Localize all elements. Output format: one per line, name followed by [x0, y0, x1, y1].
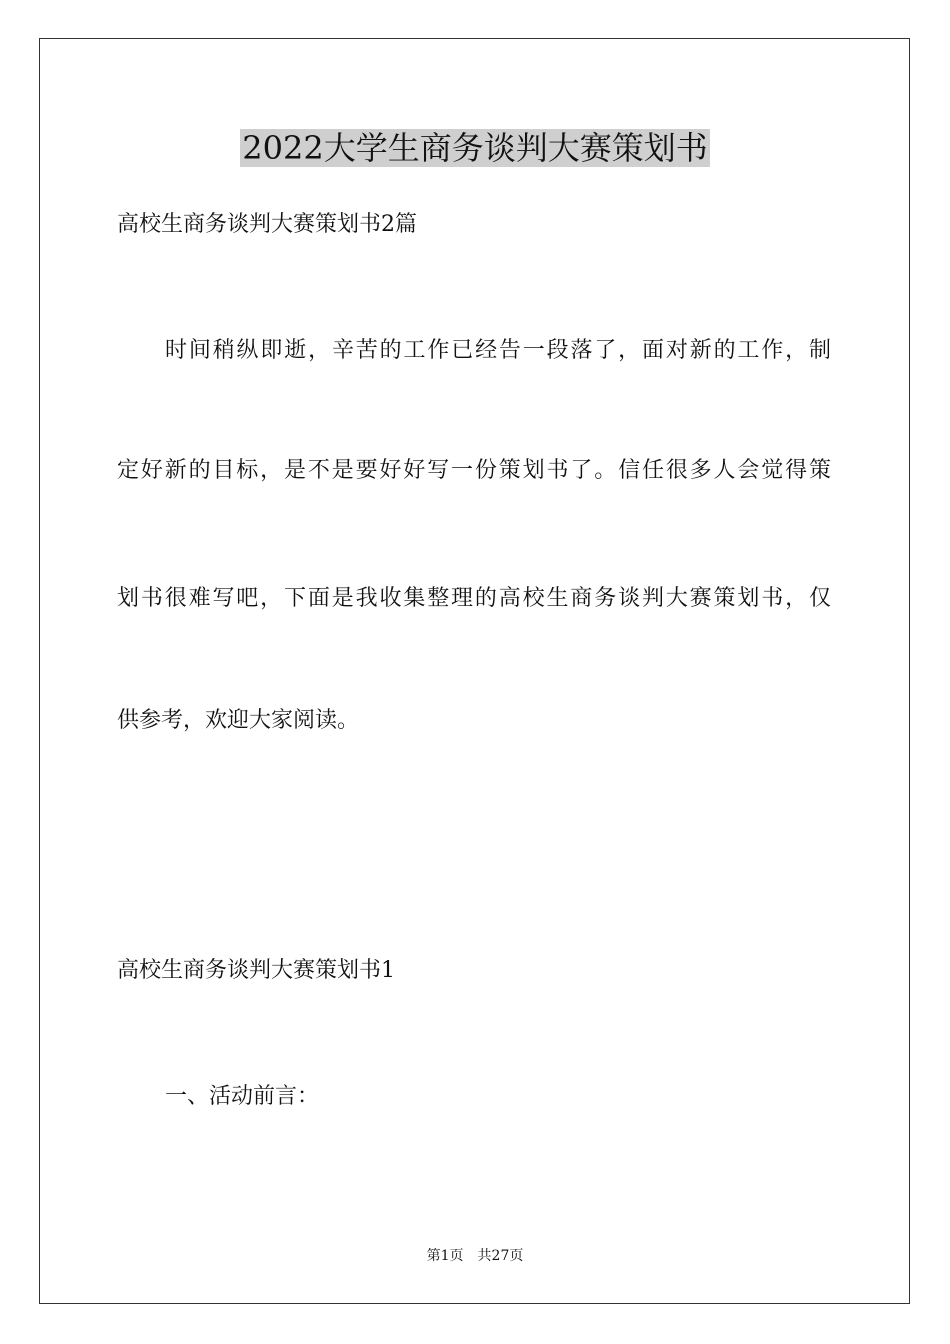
document-title: [0, 126, 950, 170]
intro-paragraph-line-2: 定好新的目标，是不是要好好写一份策划书了。信任很多人会觉得策: [117, 458, 831, 483]
page-footer: 第1页 共27页: [426, 1248, 524, 1264]
document-title-text: 2022大学生商务谈判大赛策划书: [242, 129, 708, 167]
subsection-heading: 一、活动前言：: [165, 1084, 320, 1109]
intro-paragraph-line-1: 时间稍纵即逝，辛苦的工作已经告一段落了，面对新的工作，制: [165, 338, 831, 363]
intro-paragraph-line-4: 供参考，欢迎大家阅读。: [117, 708, 360, 733]
document-subtitle: 高校生商务谈判大赛策划书2篇: [117, 212, 417, 237]
intro-paragraph-line-3: 划书很难写吧，下面是我收集整理的高校生商务谈判大赛策划书，仅: [117, 586, 831, 611]
section-heading: 高校生商务谈判大赛策划书1: [117, 958, 395, 983]
